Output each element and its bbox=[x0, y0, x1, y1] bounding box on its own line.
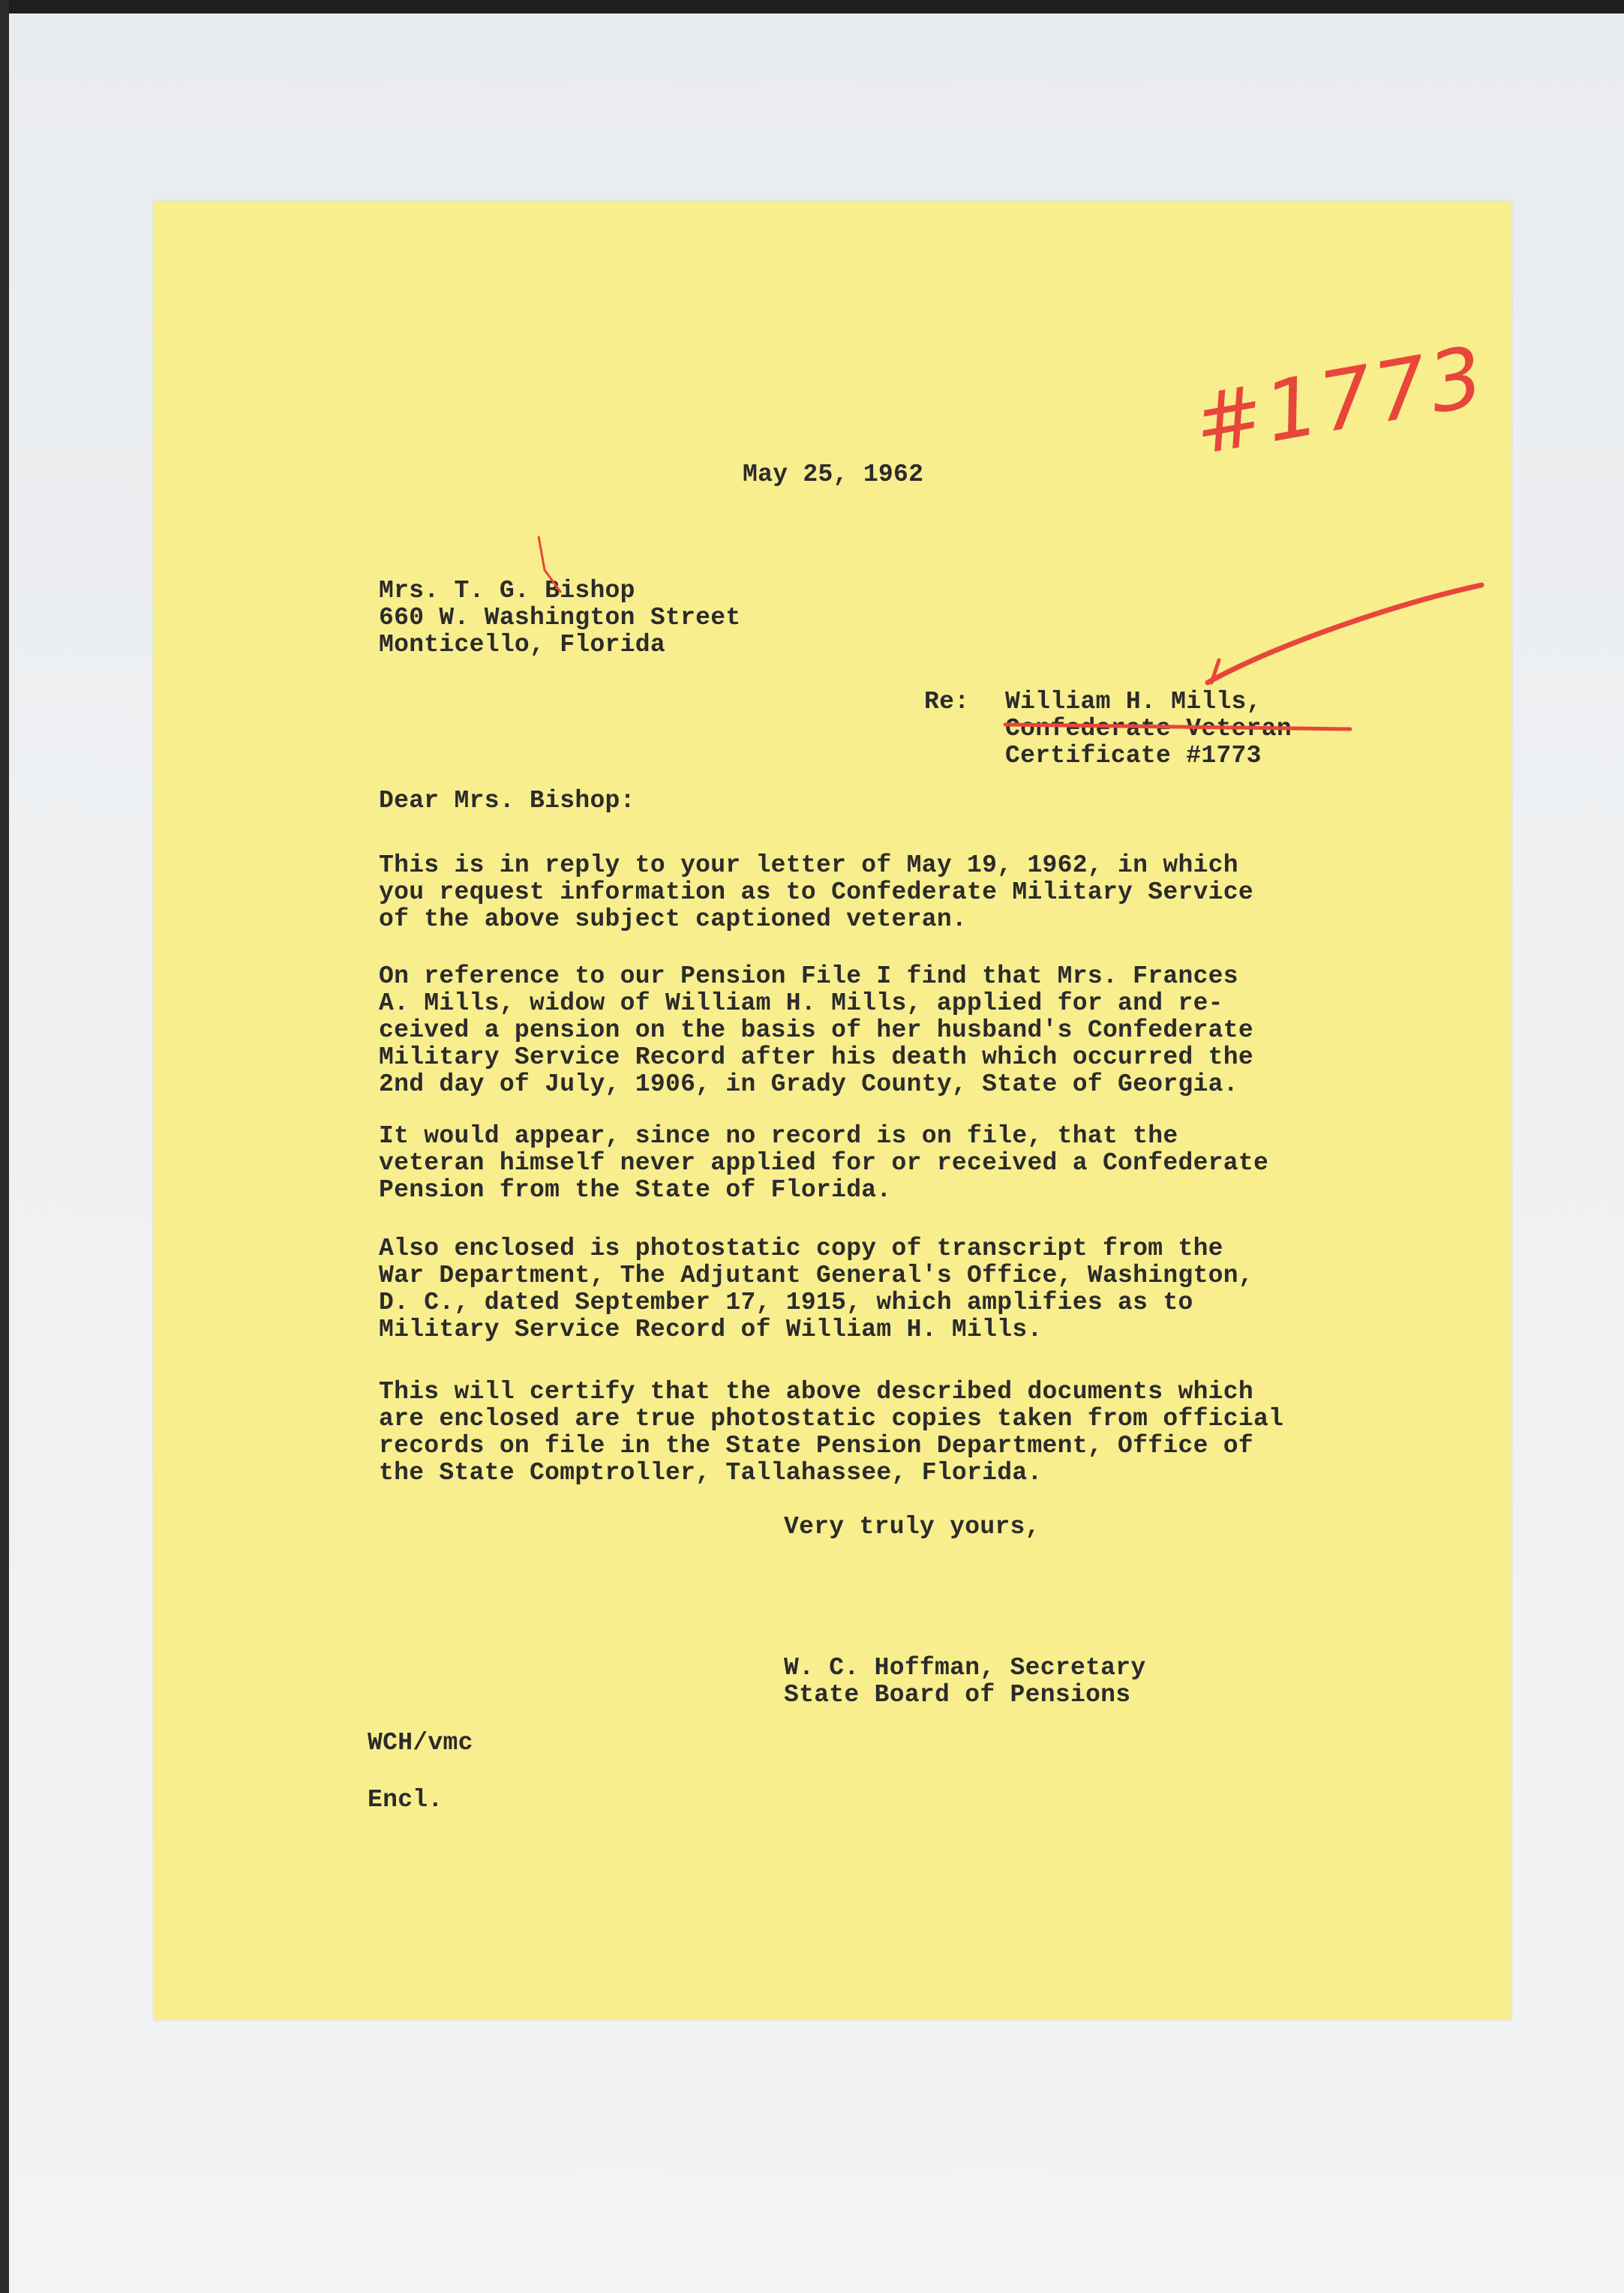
recipient-line: 660 W. Washington Street bbox=[379, 604, 741, 632]
letter-date: May 25, 1962 bbox=[743, 461, 924, 488]
paragraph-line: Also enclosed is photostatic copy of transcript from the bbox=[379, 1235, 1223, 1262]
paragraph-line: Pension from the State of Florida. bbox=[379, 1176, 892, 1204]
scan-left-edge bbox=[0, 0, 9, 2293]
paragraph-line: 2nd day of July, 1906, in Grady County, State of Georgia. bbox=[379, 1070, 1238, 1098]
paragraph-line: This is in reply to your letter of May 19, 1962, in which bbox=[379, 851, 1238, 879]
signature-line: W. C. Hoffman, Secretary bbox=[784, 1654, 1146, 1682]
re-line: William H. Mills, bbox=[1005, 688, 1262, 716]
paragraph-line: you request information as to Confederate Military Service bbox=[379, 878, 1253, 906]
re-line: Certificate #1773 bbox=[1005, 742, 1262, 770]
enclosure-note: Encl. bbox=[368, 1786, 443, 1814]
paragraph-line: of the above subject captioned veteran. bbox=[379, 905, 968, 933]
paragraph-line: D. C., dated September 17, 1915, which amplifies as to bbox=[379, 1289, 1193, 1316]
paragraph-line: A. Mills, widow of William H. Mills, applied for and re- bbox=[379, 989, 1223, 1017]
signature-line: State Board of Pensions bbox=[784, 1681, 1131, 1709]
paragraph-line: On reference to our Pension File I find that Mrs. Frances bbox=[379, 962, 1238, 990]
closing: Very truly yours, bbox=[784, 1513, 1040, 1541]
handwritten-certificate-note: #1773 bbox=[1186, 327, 1493, 474]
paragraph-line: This will certify that the above described documents which bbox=[379, 1378, 1253, 1406]
paragraph-line: veteran himself never applied for or received a Confederate bbox=[379, 1149, 1269, 1177]
reference-initials: WCH/vmc bbox=[368, 1729, 473, 1757]
paragraph-line: are enclosed are true photostatic copies taken from official bbox=[379, 1405, 1284, 1433]
paragraph-line: It would appear, since no record is on file, that the bbox=[379, 1122, 1178, 1150]
scan-top-edge bbox=[0, 0, 1624, 14]
paragraph-line: Military Service Record after his death which occurred the bbox=[379, 1043, 1253, 1071]
re-line: Confederate Veteran bbox=[1005, 715, 1292, 743]
recipient-line: Mrs. T. G. Bishop bbox=[379, 577, 635, 605]
paragraph-line: records on file in the State Pension Department, Office of bbox=[379, 1432, 1253, 1460]
paragraph-line: Military Service Record of William H. Mills. bbox=[379, 1316, 1043, 1343]
paragraph-line: the State Comptroller, Tallahassee, Florida. bbox=[379, 1459, 1043, 1487]
salutation: Dear Mrs. Bishop: bbox=[379, 787, 635, 815]
paragraph-line: War Department, The Adjutant General's Office, Washington, bbox=[379, 1262, 1253, 1289]
re-label: Re: bbox=[924, 688, 970, 716]
paragraph-line: ceived a pension on the basis of her husband's Confederate bbox=[379, 1016, 1253, 1044]
recipient-line: Monticello, Florida bbox=[379, 631, 665, 659]
